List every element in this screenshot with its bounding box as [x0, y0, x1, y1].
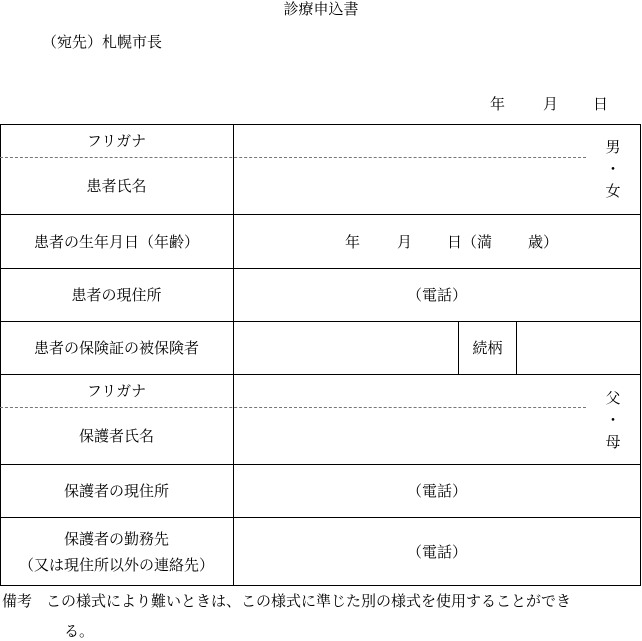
guardian-workplace-label	[0, 518, 233, 585]
patient-phone-label: （電話）	[406, 286, 467, 304]
parent-father-option[interactable]: 父	[605, 389, 621, 407]
table-bottom-border	[0, 585, 641, 586]
guardian-workplace-phone-label: （電話）	[406, 542, 467, 561]
birthdate-label: 患者の生年月日（年齢）	[33, 232, 199, 251]
parent-separator-dot: ・	[605, 411, 621, 429]
addressee: （宛先）札幌市長	[42, 33, 163, 51]
relation-label: 続柄	[472, 339, 503, 357]
guardian-furigana-field[interactable]	[234, 375, 586, 407]
guardian-workplace-label-line1: 保護者の勤務先	[63, 529, 169, 548]
guardian-name-label: 保護者氏名	[78, 427, 154, 445]
parent-selector[interactable]	[590, 385, 636, 455]
parent-mother-option[interactable]: 母	[605, 433, 621, 451]
guardian-workplace-label-line2: （又は現住所以外の連絡先）	[18, 555, 214, 574]
date-month-label: 月	[543, 95, 559, 113]
insured-person-label: 患者の保険証の被保険者	[33, 339, 199, 357]
birthdate-month-label: 月	[397, 233, 413, 251]
remarks-label: 備考	[2, 592, 33, 610]
patient-furigana-field[interactable]	[234, 124, 586, 157]
remarks-text-line1: この様式により難いときは、この様式に準じた別の様式を使用することができ	[46, 592, 572, 610]
sex-male-option[interactable]: 男	[605, 138, 621, 156]
patient-name-field[interactable]	[234, 158, 586, 214]
remarks-text-line2: る。	[64, 622, 95, 640]
guardian-address-label: 保護者の現住所	[63, 482, 169, 500]
patient-address-label: 患者の現住所	[71, 286, 162, 304]
birthdate-age-close: 歳）	[528, 233, 559, 251]
guardian-name-field[interactable]	[234, 408, 586, 464]
date-year-label: 年	[490, 95, 506, 113]
remarks	[2, 592, 571, 610]
sex-separator-dot: ・	[605, 160, 621, 178]
relation-field[interactable]	[517, 322, 640, 374]
insured-person-field[interactable]	[234, 322, 458, 374]
date-day-label: 日	[593, 95, 609, 113]
table-right-border	[640, 124, 641, 586]
patient-furigana-label: フリガナ	[86, 131, 147, 150]
birthdate-year-label: 年	[345, 233, 361, 251]
sex-female-option[interactable]: 女	[605, 182, 621, 200]
application-form-table	[0, 124, 641, 586]
guardian-phone-label: （電話）	[406, 482, 467, 500]
sex-selector[interactable]	[590, 134, 636, 204]
guardian-furigana-label: フリガナ	[86, 382, 147, 400]
form-title: 診療申込書	[283, 0, 359, 18]
patient-name-label: 患者氏名	[86, 177, 147, 195]
birthdate-day-age-open: 日（満	[447, 233, 493, 251]
